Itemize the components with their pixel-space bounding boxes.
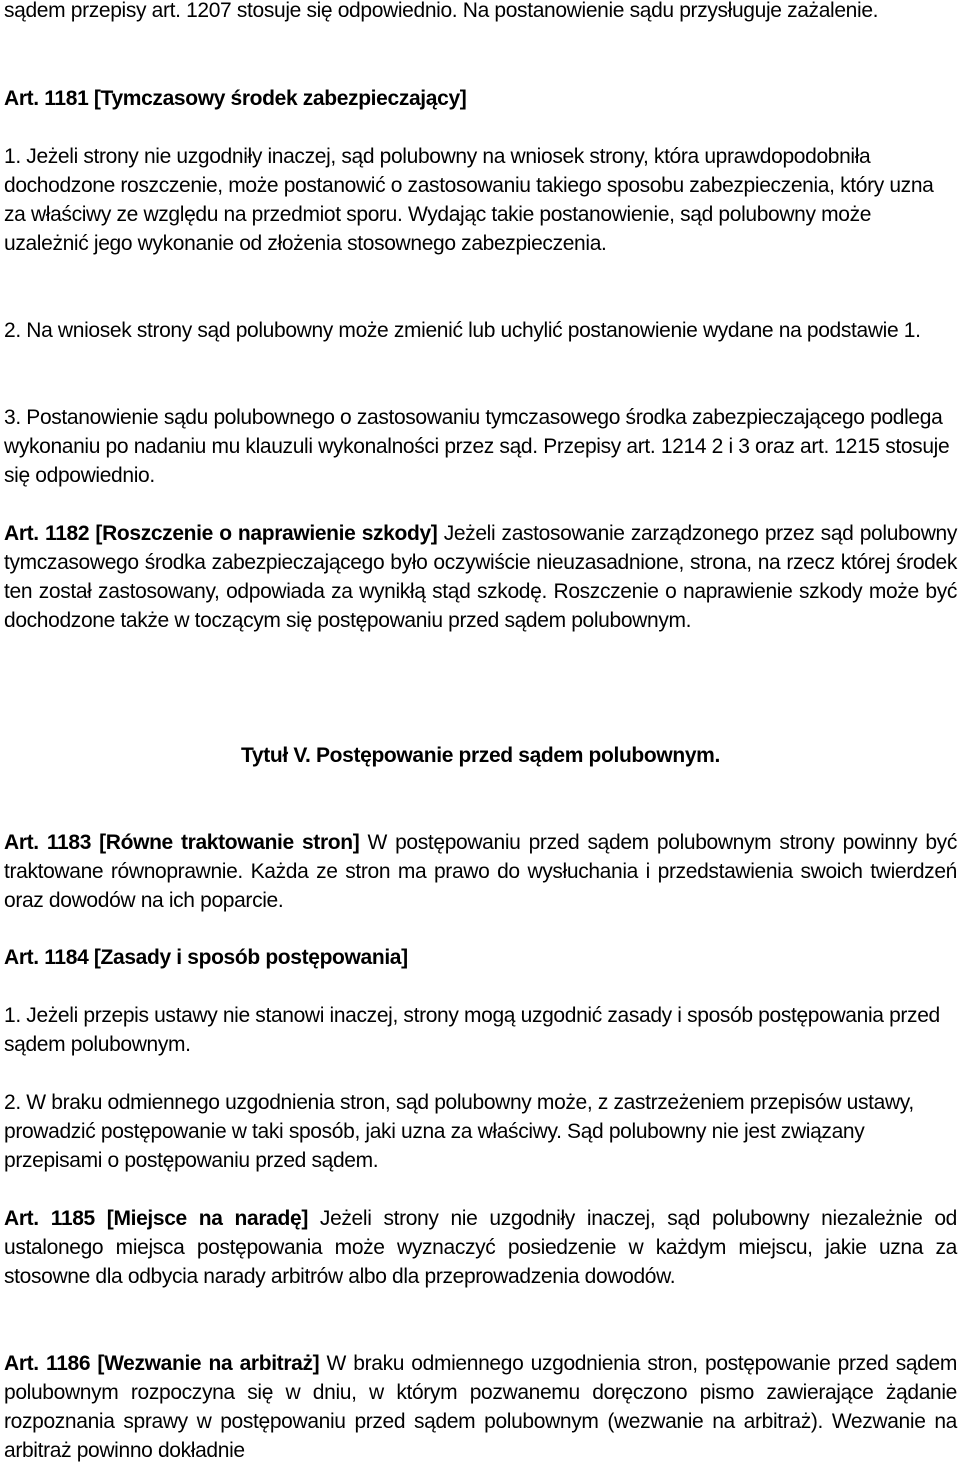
art-1185-heading: Art. 1185 [Miejsce na naradę] [4,1207,308,1230]
art-1184-paragraph-1: 1. Jeżeli przepis ustawy nie stanowi inaczej, strony mogą uzgodnić zasady i sposób postępowania przed sądem polubownym. [4,1004,940,1056]
art-1181-heading: Art. 1181 [Tymczasowy środek zabezpieczający] [4,87,467,110]
continuation-paragraph: sądem przepisy art. 1207 stosuje się odpowiednio. Na postanowienie sądu przysługuje zażalenie. [4,0,879,22]
art-1184-paragraph-2: 2. W braku odmiennego uzgodnienia stron, sąd polubowny może, z zastrzeżeniem przepisów ustawy, prowadzić postępowanie w taki sposób, jaki uzna za właściwy. Sąd polubowny nie jest związany przepisami o postępowaniu przed sądem. [4,1091,914,1172]
art-1181-paragraph-1: 1. Jeżeli strony nie uzgodniły inaczej, sąd polubowny na wniosek strony, która uprawdopodobniła dochodzone roszczenie, może postanowić o zastosowaniu takiego sposobu zabezpieczenia, który uzna za właściwy ze względu na przedmiot sporu. Wydając takie postanowienie, sąd polubowny może uzależnić jego wykonanie od złożenia stosownego zabezpieczenia. [4,145,934,255]
art-1183-heading: Art. 1183 [Równe traktowanie stron] [4,831,360,854]
art-1186-paragraph: Art. 1186 [Wezwanie na arbitraż] W braku odmiennego uzgodnienia stron, postępowanie przed sądem polubownym rozpoczyna się w dniu, w którym pozwanemu doręczono pismo zawierające żądanie rozpoznania sprawy w postępowaniu przed sądem polubownym (wezwanie na arbitraż). Wezwanie na arbitraż powinno dokładnie [4,1352,957,1462]
art-1182-paragraph: Art. 1182 [Roszczenie o naprawienie szkody] Jeżeli zastosowanie zarządzonego przez sąd polubowny tymczasowego środka zabezpieczającego było oczywiście nieuzasadnione, strona, na rzecz której środek ten został zastosowany, odpowiada za wynikłą stąd szkodę. Roszczenie o naprawienie szkody może być dochodzone także w toczącym się postępowaniu przed sądem polubownym. [4,522,957,632]
art-1182-heading: Art. 1182 [Roszczenie o naprawienie szkody] [4,522,438,545]
title-v-heading: Tytuł V. Postępowanie przed sądem polubownym. [240,744,720,767]
art-1186-heading: Art. 1186 [Wezwanie na arbitraż] [4,1352,320,1375]
art-1181-paragraph-3: 3. Postanowienie sądu polubownego o zastosowaniu tymczasowego środka zabezpieczającego podlega wykonaniu po nadaniu mu klauzuli wykonalności przez sąd. Przepisy art. 1214 2 i 3 oraz art. 1215 stosuje się odpowiednio. [4,406,950,487]
art-1183-paragraph: Art. 1183 [Równe traktowanie stron] W postępowaniu przed sądem polubownym strony powinny być traktowane równoprawnie. Każda ze stron ma prawo do wysłuchania i przedstawienia swoich twierdzeń oraz dowodów na ich poparcie. [4,831,957,912]
art-1181-paragraph-2: 2. Na wniosek strony sąd polubowny może zmienić lub uchylić postanowienie wydane na podstawie 1. [4,319,921,342]
art-1184-heading: Art. 1184 [Zasady i sposób postępowania] [4,946,408,969]
art-1185-paragraph: Art. 1185 [Miejsce na naradę] Jeżeli strony nie uzgodniły inaczej, sąd polubowny niezależnie od ustalonego miejsca postępowania może wyznaczyć posiedzenie w każdym miejscu, jakie uzna za stosowne dla odbycia narady arbitrów albo dla przeprowadzenia dowodów. [4,1207,957,1288]
